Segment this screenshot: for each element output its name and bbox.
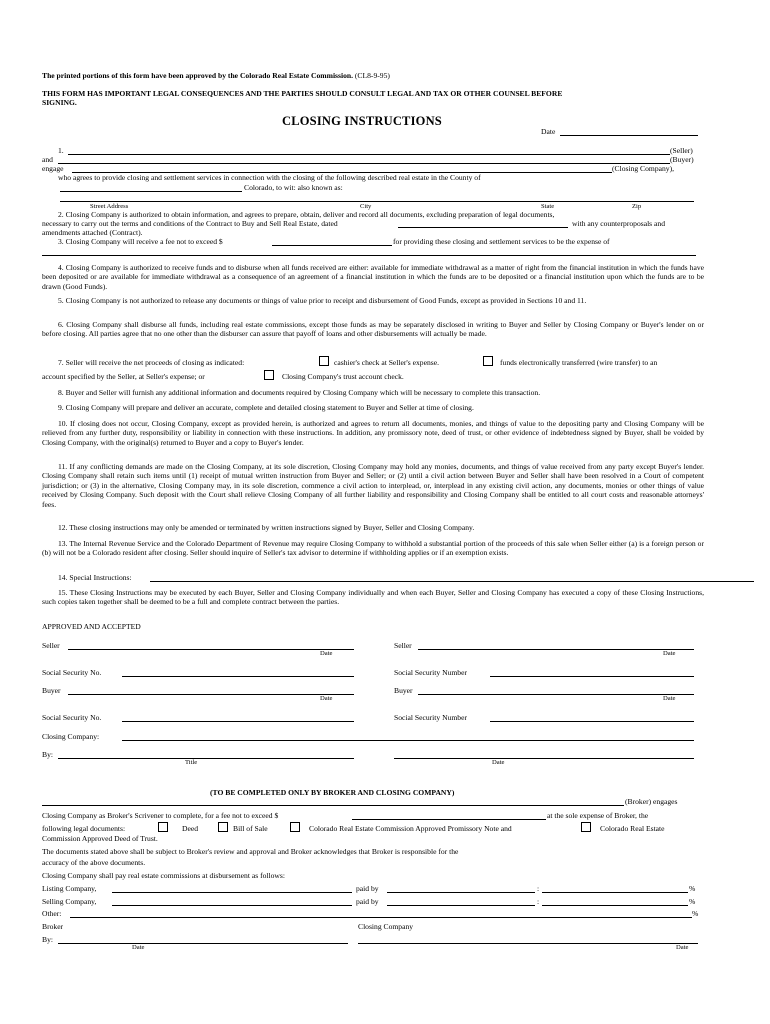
seller-2-label: Seller — [394, 641, 412, 650]
buyer-1-ssn-label: Social Security No. — [42, 713, 102, 722]
state-caption: State — [541, 203, 555, 210]
broker-engages: (Broker) engages — [625, 797, 678, 806]
para-10: 10. If closing does not occur, Closing Company, except as provided herein, is authorized and agrees to return all documents, monies, and things of value to the depositing party and Closing Company will be relieved from any further duty, responsibility or liability in connection with these instructions. In addition, any promissory note, deed of trust, or other evidence of indebtedness signed by Buyer, shall be voided by Closing Company, with the original(s) returned to Buyer and a copy to Buyer's lender. — [42, 419, 704, 447]
scrivener-text: Closing Company as Broker's Scrivener to complete, for a fee not to exceed $ — [42, 811, 279, 820]
buyer-name-field[interactable] — [58, 155, 670, 164]
commissions-line: Closing Company shall pay real estate commissions at disbursement as follows: — [42, 871, 285, 880]
para-7-text: 7. Seller will receive the net proceeds of closing as indicated: — [58, 358, 245, 367]
para-12: 12. These closing instructions may only be amended or terminated by written instructions signed by Buyer, Seller and Closing Company. — [58, 523, 475, 532]
closing-company-sig-label: Closing Company — [358, 922, 414, 931]
date-label: Date — [541, 127, 556, 136]
para-2-text: necessary to carry out the terms and conditions of the Contract to Buy and Sell Real Estate, dated — [42, 219, 338, 228]
para-3-expense: for providing these closing and settlement services to be the expense of — [393, 237, 610, 246]
approval-text: The printed portions of this form have been approved by the Colorado Real Estate Commission. — [42, 71, 353, 80]
deed-checkbox[interactable] — [158, 822, 168, 832]
para-11: 11. If any conflicting demands are made on the Closing Company, at its sole discretion, Closing Company may hold any monies, documents, and things of value received from any party except Buyer's lender. Closing Company shall retain such items until (1) receipt of mutual written instruction from Buyer and Seller; or (2) until a civil action between Buyer and Seller shall have been resolved in a Court of competent jurisdiction; or (3) in the alternative, Closing Company may, in its sole discretion, commence a civil action to interplead, or, interplead in any existing civil action, any documents, monies or other things of value received by Closing Company. Such deposit with the Court shall relieve Closing Company of all further liability and responsibility and Closing Company shall be entitled to all court costs and reasonable attorneys' fees. — [42, 462, 704, 509]
deed-of-trust-continued: Commission Approved Deed of Trust. — [42, 834, 158, 843]
seller-2-date-caption: Date — [663, 650, 676, 657]
buyer-2-signature-field[interactable] — [418, 686, 694, 695]
seller-tag: (Seller) — [670, 146, 693, 155]
seller-2-ssn-label: Social Security Number — [394, 668, 467, 677]
para-7-account: account specified by the Seller, at Seller's expense; or — [42, 372, 205, 381]
broker-by-label: By: — [42, 935, 53, 944]
seller-1-ssn-field[interactable] — [122, 668, 354, 677]
other-label: Other: — [42, 909, 62, 918]
services-line: who agrees to provide closing and settlement services in connection with the closing of the following described real estate in the County of — [58, 173, 481, 182]
zip-caption: Zip — [632, 203, 642, 210]
approval-notice — [42, 71, 390, 81]
selling-paid-by-field[interactable] — [387, 897, 535, 906]
selling-paid-by-label: paid by — [356, 897, 379, 906]
deed-of-trust-checkbox[interactable] — [581, 822, 591, 832]
by-label: By: — [42, 750, 53, 759]
warning-line-1: THIS FORM HAS IMPORTANT LEGAL CONSEQUENCES AND THE PARTIES SHOULD CONSULT LEGAL AND TAX OR OTHER COUNSEL BEFORE — [42, 89, 563, 98]
para-13: 13. The Internal Revenue Service and the Colorado Department of Revenue may require Closing Company to withhold a substantial portion of the proceeds of this sale when Seller either (a) is a foreign person or (b) will not be a Colorado resident after closing. Seller should inquire of Seller's tax advisor to determine if withholding applies or if an exemption exists. — [42, 539, 704, 558]
seller-1-date-caption: Date — [320, 650, 333, 657]
closing-company-signature-field[interactable] — [122, 732, 694, 741]
listing-percent-sign: % — [689, 884, 696, 893]
para-1-number: 1. — [58, 146, 64, 155]
deed-of-trust-label: Colorado Real Estate — [600, 824, 665, 833]
buyer-1-signature-field[interactable] — [68, 686, 354, 695]
by-date-caption: Date — [492, 759, 505, 766]
buyer-2-ssn-field[interactable] — [490, 713, 694, 722]
closing-company-date-caption: Date — [676, 944, 689, 951]
colorado-to-wit: Colorado, to wit: also known as: — [244, 183, 343, 192]
engage-label: engage — [42, 164, 64, 173]
buyer-2-label: Buyer — [394, 686, 413, 695]
closing-company-tag: (Closing Company), — [612, 164, 675, 173]
page-title: CLOSING INSTRUCTIONS — [282, 114, 442, 128]
listing-paid-by-label: paid by — [356, 884, 379, 893]
review-line-1: The documents stated above shall be subject to Broker's review and approval and Broker acknowledges that Broker is responsible for the — [42, 847, 459, 856]
seller-1-signature-field[interactable] — [68, 641, 354, 650]
title-caption: Title — [185, 759, 198, 766]
other-percent-sign: % — [692, 909, 699, 918]
broker-section-heading: (TO BE COMPLETED ONLY BY BROKER AND CLOSING COMPANY) — [210, 788, 455, 797]
scrivener-fee-field[interactable] — [352, 811, 546, 820]
para-2-line-1: 2. Closing Company is authorized to obtain information, and agrees to prepare, obtain, deliver and record all documents, excluding preparation of legal documents, — [58, 210, 555, 219]
by-signature-field[interactable] — [58, 750, 354, 759]
selling-company-field[interactable] — [112, 897, 352, 906]
form-code: (CL8-9-95) — [354, 71, 390, 80]
buyer-2-date-caption: Date — [663, 695, 676, 702]
broker-date-caption: Date — [132, 944, 145, 951]
promissory-note-checkbox[interactable] — [290, 822, 300, 832]
seller-1-label: Seller — [42, 641, 60, 650]
cashiers-check-label: cashier's check at Seller's expense. — [334, 358, 439, 367]
para-6: 6. Closing Company shall disburse all funds, including real estate commissions, except those funds as may be separately disclosed in writing to Buyer and Seller by Closing Company or Buyer's lender on or before closing. All parties agree that no one other than the disburser can assure that payoff of loans and other disbursements will actually be made. — [42, 320, 704, 339]
para-2-counterproposals: with any counterproposals and — [572, 219, 666, 228]
para-14-label: 14. Special Instructions: — [58, 573, 132, 582]
street-address-caption: Street Address — [90, 203, 129, 210]
cashiers-check-checkbox[interactable] — [319, 356, 329, 366]
broker-name-field[interactable] — [42, 797, 624, 806]
seller-2-ssn-field[interactable] — [490, 668, 694, 677]
promissory-note-label: Colorado Real Estate Commission Approved Promissory Note and — [309, 824, 512, 833]
listing-colon: : — [537, 884, 540, 893]
warning-line-2: SIGNING. — [42, 98, 77, 107]
deed-label: Deed — [182, 824, 199, 833]
other-commission-field[interactable] — [70, 909, 692, 918]
selling-company-label: Selling Company, — [42, 897, 97, 906]
by-date-field[interactable] — [394, 750, 694, 759]
date-field[interactable] — [560, 127, 698, 136]
legal-documents-label: following legal documents: — [42, 824, 126, 833]
listing-company-label: Listing Company, — [42, 884, 97, 893]
para-8: 8. Buyer and Seller will furnish any additional information and documents required by Closing Company which will be necessary to complete this transaction. — [58, 388, 541, 397]
seller-name-field[interactable] — [68, 146, 670, 155]
closing-fee-field[interactable] — [272, 237, 392, 246]
para-3-fee: 3. Closing Company will receive a fee not to exceed $ — [58, 237, 223, 246]
listing-percent-field[interactable] — [542, 884, 688, 893]
para-15: 15. These Closing Instructions may be executed by each Buyer, Seller and Closing Company individually and when each Buyer, Seller and Closing Company has executed a copy of these Closing Instructions, such copies taken together shall be deemed to be a full and complete contract between the parties. — [42, 588, 704, 607]
closing-company-by-field[interactable] — [358, 935, 698, 944]
para-5: 5. Closing Company is not authorized to release any documents or things of value prior to receipt and disbursement of Good Funds, except as provided in Sections 10 and 11. — [58, 296, 587, 305]
buyer-1-date-caption: Date — [320, 695, 333, 702]
para-2-line-3: amendments attached (Contract). — [42, 228, 143, 237]
para-9: 9. Closing Company will prepare and deliver an accurate, complete and detailed closing statement to Buyer and Seller at time of closing. — [58, 403, 474, 412]
selling-colon: : — [537, 897, 540, 906]
and-label: and — [42, 155, 53, 164]
city-caption: City — [360, 203, 372, 210]
bill-of-sale-label: Bill of Sale — [233, 824, 268, 833]
trust-check-checkbox[interactable] — [264, 370, 274, 380]
approved-accepted: APPROVED AND ACCEPTED — [42, 622, 141, 631]
bill-of-sale-checkbox[interactable] — [218, 822, 228, 832]
selling-percent-field[interactable] — [542, 897, 688, 906]
property-address-field[interactable] — [60, 193, 694, 202]
wire-transfer-label: funds electronically transferred (wire transfer) to an — [500, 358, 658, 367]
broker-label: Broker — [42, 922, 64, 931]
closing-company-label: Closing Company: — [42, 732, 100, 741]
scrivener-expense: at the sole expense of Broker, the — [547, 811, 649, 820]
review-line-2: accuracy of the above documents. — [42, 858, 146, 867]
buyer-tag: (Buyer) — [670, 155, 694, 164]
fee-payer-field[interactable] — [42, 247, 696, 256]
buyer-1-label: Buyer — [42, 686, 61, 695]
seller-2-signature-field[interactable] — [418, 641, 694, 650]
trust-check-label: Closing Company's trust account check. — [282, 372, 404, 381]
closing-company-name-field[interactable] — [72, 164, 612, 173]
wire-transfer-checkbox[interactable] — [483, 356, 493, 366]
listing-company-field[interactable] — [112, 884, 352, 893]
broker-by-field[interactable] — [58, 935, 348, 944]
seller-1-ssn-label: Social Security No. — [42, 668, 102, 677]
selling-percent-sign: % — [689, 897, 696, 906]
county-field[interactable] — [60, 183, 242, 192]
buyer-1-ssn-field[interactable] — [122, 713, 354, 722]
contract-date-field[interactable] — [398, 219, 568, 228]
special-instructions-field[interactable] — [150, 573, 754, 582]
para-4: 4. Closing Company is authorized to receive funds and to disburse when all funds received are either: available for immediate withdrawal as a matter of right from the financial institution in which the funds have been deposited or are available for immediate withdrawal as a consequence of an agreement of a financial institution in which the funds are to be deposited or a financial institution upon which the funds are to be drawn (Good Funds). — [42, 263, 704, 291]
buyer-2-ssn-label: Social Security Number — [394, 713, 467, 722]
listing-paid-by-field[interactable] — [387, 884, 535, 893]
